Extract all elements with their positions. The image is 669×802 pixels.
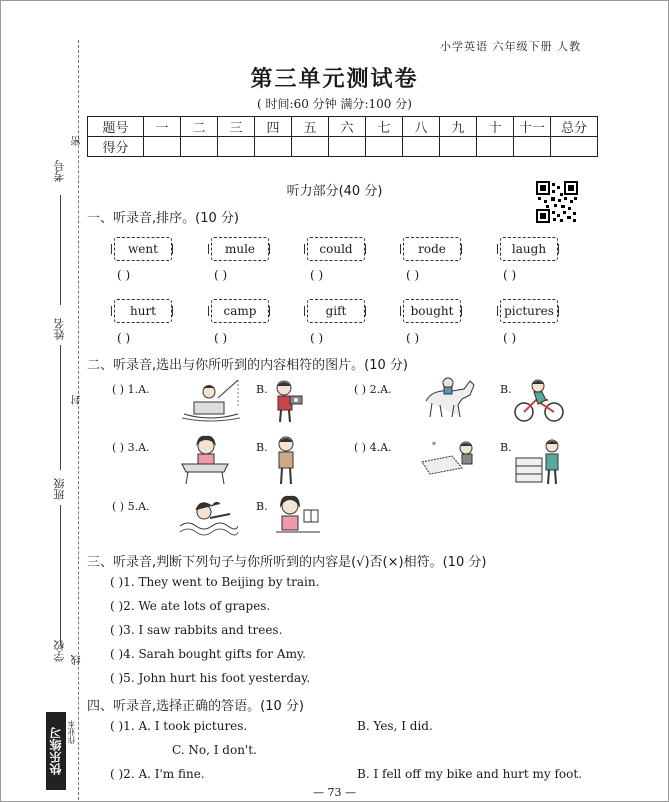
answer-paren[interactable]: ( ): [214, 331, 228, 345]
question-number: ( ) 3.A.: [112, 441, 150, 454]
boy-standing-picture: [270, 434, 304, 486]
word-card: hurt: [114, 299, 172, 323]
page-number: — 73 —: [313, 786, 356, 799]
choice-question-2[interactable]: ( )2. A. I'm fine.: [110, 767, 205, 781]
word-card: bought: [403, 299, 461, 323]
table-cell: 三: [218, 117, 255, 137]
score-cell[interactable]: [181, 137, 218, 157]
option-b-label: B.: [256, 500, 268, 513]
score-cell[interactable]: [440, 137, 477, 157]
word-card: camp: [211, 299, 269, 323]
word-card: could: [307, 237, 365, 261]
page-subtitle: ( 时间:60 分钟 满分:100 分): [257, 97, 412, 111]
girl-swimming-picture: [178, 496, 238, 538]
side-fill-line: [60, 505, 61, 645]
table-cell: 七: [366, 117, 403, 137]
table-cell: 四: [255, 117, 292, 137]
part4-title: 四、听录音,选择正确的答语。(10 分): [87, 699, 304, 714]
answer-paren[interactable]: ( ): [503, 331, 517, 345]
score-cell[interactable]: [329, 137, 366, 157]
boy-camera-picture: [270, 378, 310, 424]
score-cell[interactable]: [144, 137, 181, 157]
score-table-score-row: [88, 137, 598, 157]
score-cell[interactable]: [551, 137, 598, 157]
page-title: 第三单元测试卷: [250, 67, 419, 92]
question-number: ( ) 1.A.: [112, 383, 150, 396]
brand-logo: 快乐练习: [46, 712, 66, 790]
question-number: ( ) 4.A.: [354, 441, 392, 454]
judgement-item[interactable]: ( )5. John hurt his foot yesterday.: [110, 671, 311, 685]
judgement-item[interactable]: ( )3. I saw rabbits and trees.: [110, 623, 283, 637]
choice-option-b[interactable]: B. Yes, I did.: [357, 719, 433, 733]
score-cell[interactable]: [514, 137, 551, 157]
cut-mark-feng: 封: [72, 395, 83, 405]
side-fill-line: [60, 345, 61, 470]
table-cell: 总分: [551, 117, 598, 137]
picnic-picture: [418, 436, 480, 476]
side-label-exam-number: 考号: [53, 160, 66, 182]
side-label-class: 班级: [53, 478, 66, 500]
table-cell: 六: [329, 117, 366, 137]
score-cell[interactable]: [255, 137, 292, 157]
boy-riding-bike-picture: [512, 378, 566, 424]
option-b-label: B.: [500, 383, 512, 396]
choice-option-b[interactable]: B. I fell off my bike and hurt my foot.: [357, 767, 582, 781]
girl-eating-picture: [178, 434, 232, 484]
judgement-item[interactable]: ( )1. They went to Beijing by train.: [110, 575, 320, 589]
table-cell: 题号: [88, 117, 144, 137]
score-cell[interactable]: [218, 137, 255, 157]
side-label-school: 学校: [53, 640, 66, 662]
choice-option-c[interactable]: C. No, I don't.: [172, 743, 257, 757]
word-card: gift: [307, 299, 365, 323]
qr-code-icon: [536, 181, 578, 223]
answer-paren[interactable]: ( ): [214, 268, 228, 282]
part1-title: 一、听录音,排序。(10 分): [87, 211, 239, 226]
table-cell: 五: [292, 117, 329, 137]
answer-paren[interactable]: ( ): [310, 268, 324, 282]
shop-counter-picture: [512, 436, 566, 486]
word-card: laugh: [500, 237, 558, 261]
side-fill-line: [60, 195, 61, 305]
choice-question-1[interactable]: ( )1. A. I took pictures.: [110, 719, 248, 733]
answer-paren[interactable]: ( ): [117, 268, 131, 282]
fishing-boy-picture: [180, 378, 242, 422]
answer-paren[interactable]: ( ): [406, 331, 420, 345]
cut-mark-mi: 密: [72, 136, 83, 146]
option-b-label: B.: [256, 441, 268, 454]
table-cell: 十一: [514, 117, 551, 137]
option-b-label: B.: [500, 441, 512, 454]
score-cell[interactable]: [292, 137, 329, 157]
answer-paren[interactable]: ( ): [503, 268, 517, 282]
answer-paren[interactable]: ( ): [406, 268, 420, 282]
table-cell: 得分: [88, 137, 144, 157]
word-card: pictures: [500, 299, 558, 323]
word-card: rode: [403, 237, 461, 261]
table-cell: 一: [144, 117, 181, 137]
part2-title: 二、听录音,选出与你所听到的内容相符的图片。(10 分): [87, 358, 408, 373]
cut-mark-xian: 线: [72, 655, 83, 665]
score-cell[interactable]: [477, 137, 514, 157]
side-label-name: 姓名: [53, 318, 66, 340]
boy-riding-horse-picture: [418, 375, 480, 421]
answer-paren[interactable]: ( ): [117, 331, 131, 345]
listening-title: 听力部分(40 分): [286, 184, 383, 199]
girl-reading-picture: [270, 494, 324, 540]
question-number: ( ) 2.A.: [354, 383, 392, 396]
score-table-header-row: [88, 117, 598, 137]
brand-sub: 作业本: [67, 720, 76, 744]
svg-text:*: *: [432, 441, 436, 450]
word-card: mule: [211, 237, 269, 261]
binding-cut-line: [78, 40, 79, 800]
answer-paren[interactable]: ( ): [310, 331, 324, 345]
series-header: 小学英语 六年级下册 人教: [440, 40, 581, 53]
part3-title: 三、听录音,判断下列句子与你所听到的内容是(√)否(×)相符。(10 分): [87, 555, 487, 570]
table-cell: 十: [477, 117, 514, 137]
judgement-item[interactable]: ( )2. We ate lots of grapes.: [110, 599, 271, 613]
judgement-item[interactable]: ( )4. Sarah bought gifts for Amy.: [110, 647, 306, 661]
option-b-label: B.: [256, 383, 268, 396]
question-number: ( ) 5.A.: [112, 500, 150, 513]
table-cell: 八: [403, 117, 440, 137]
score-cell[interactable]: [403, 137, 440, 157]
table-cell: 二: [181, 117, 218, 137]
table-cell: 九: [440, 117, 477, 137]
score-cell[interactable]: [366, 137, 403, 157]
word-card: went: [114, 237, 172, 261]
score-table: [87, 116, 598, 157]
